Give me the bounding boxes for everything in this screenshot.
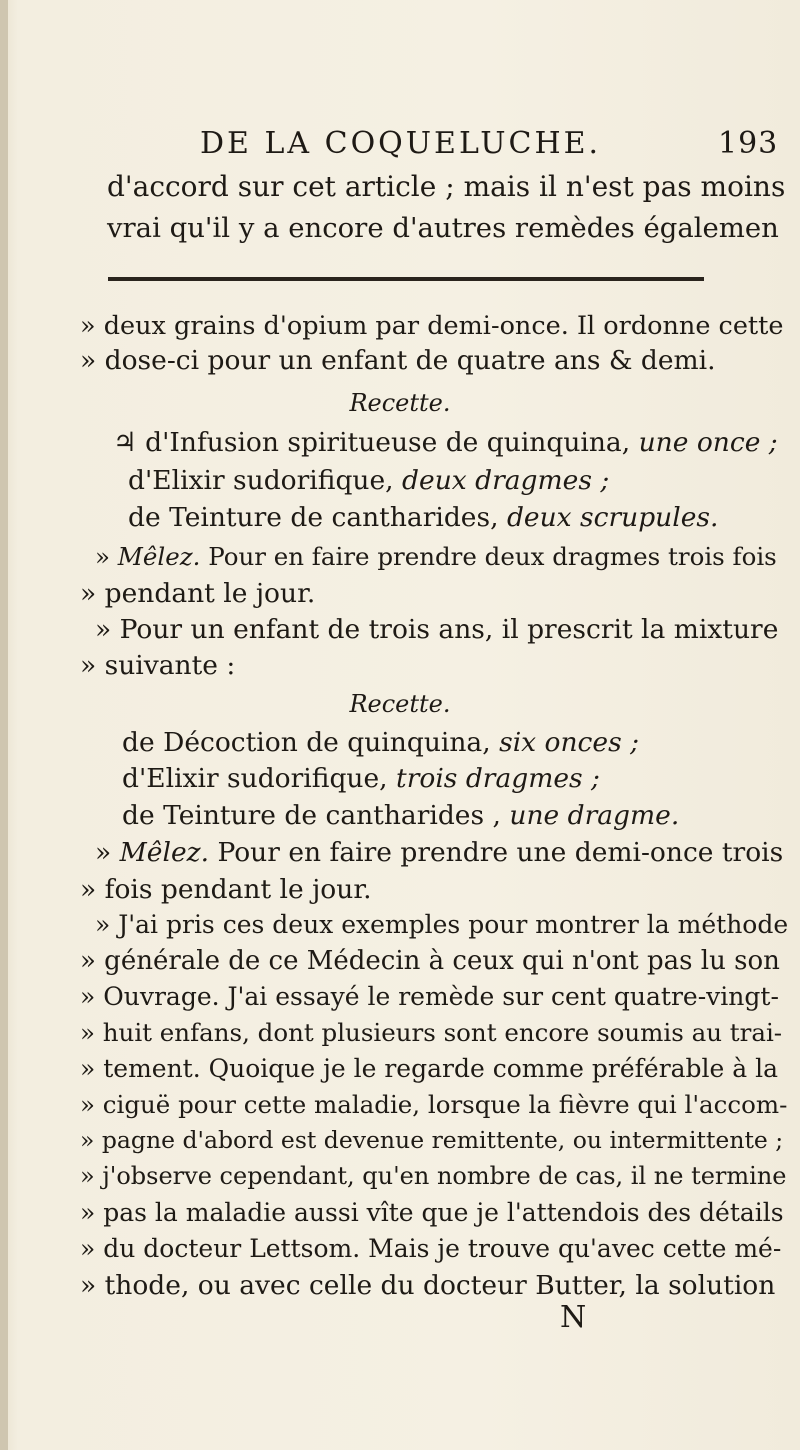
body-line-17: » pas la maladie aussi vîte que je l'attendois des détails xyxy=(80,1198,784,1227)
body-line-18: » du docteur Lettsom. Mais je trouve qu'avec cette mé- xyxy=(80,1234,782,1263)
recipe-2-line-2-text: d'Elixir sudorifique, xyxy=(122,763,388,794)
body-line-16: » j'observe cependant, qu'en nombre de cas, il ne termine xyxy=(80,1162,787,1190)
recipe-1-line-2-dose: deux dragmes ; xyxy=(402,465,610,496)
section-divider xyxy=(108,277,704,281)
body-line-2: » dose-ci pour un enfant de quatre ans & demi. xyxy=(80,345,716,376)
body-line-11: » Ouvrage. J'ai essayé le remède sur cent quatre-vingt- xyxy=(80,982,779,1011)
recipe-2-line-2 xyxy=(122,763,600,794)
body-line-7-text: Pour en faire prendre une demi-once trois xyxy=(217,837,784,868)
recipe-2-line-1-text: de Décoction de quinquina, xyxy=(122,727,491,758)
body-line-5: » Pour un enfant de trois ans, il prescrit la mixture xyxy=(95,614,779,645)
running-head xyxy=(200,126,779,161)
body-line-7 xyxy=(95,837,783,868)
page-number: 193 xyxy=(718,126,779,161)
recipe-2-line-3-text: de Teinture de cantharides , xyxy=(122,800,501,831)
recipe-1-line-3-dose: deux scrupules. xyxy=(506,502,719,533)
body-line-13: » tement. Quoique je le regarde comme préférable à la xyxy=(80,1054,779,1083)
continued-line-1: d'accord sur cet article ; mais il n'est pas moins xyxy=(107,170,786,203)
recipe-2-line-1 xyxy=(122,727,639,758)
melez-word: Mêlez. xyxy=(117,542,201,571)
quote-mark: » xyxy=(95,837,112,868)
signature-mark: N xyxy=(560,1300,587,1335)
melez-word: Mêlez. xyxy=(119,837,210,868)
running-title: DE LA COQUELUCHE. xyxy=(200,126,602,161)
binding-gutter xyxy=(0,0,8,1450)
body-line-8: » fois pendant le jour. xyxy=(80,874,372,905)
body-line-14: » ciguë pour cette maladie, lorsque la fièvre qui l'accom- xyxy=(80,1090,788,1119)
body-line-10: » générale de ce Médecin à ceux qui n'ont pas lu son xyxy=(80,946,780,976)
recipe-1-line-2-text: d'Elixir sudorifique, xyxy=(128,465,394,496)
body-line-4: » pendant le jour. xyxy=(80,578,316,609)
recipe-1-line-2 xyxy=(128,465,609,496)
recipe-2-line-2-dose: trois dragmes ; xyxy=(396,763,600,794)
recipe-heading-1: Recette. xyxy=(349,389,451,417)
recipe-2-line-3 xyxy=(122,800,679,831)
body-line-15: » pagne d'abord est devenue remittente, ou intermittente ; xyxy=(80,1126,784,1154)
quote-mark: » xyxy=(95,542,110,571)
recipe-1-line-3 xyxy=(128,502,718,533)
body-line-1: » deux grains d'opium par demi-once. Il ordonne cette xyxy=(80,311,784,341)
body-line-6: » suivante : xyxy=(80,650,236,681)
recipe-1-line-1-dose: une once ; xyxy=(638,427,778,458)
body-line-3-text: Pour en faire prendre deux dragmes trois fois xyxy=(208,542,777,571)
body-line-3 xyxy=(95,542,777,571)
recipe-2-line-1-dose: six onces ; xyxy=(499,727,640,758)
recipe-1-line-3-text: de Teinture de cantharides, xyxy=(128,502,499,533)
body-line-19: » thode, ou avec celle du docteur Butter, la solution xyxy=(80,1270,776,1301)
recipe-1-line-1-text: ♃ d'Infusion spiritueuse de quinquina, xyxy=(113,427,631,458)
continued-line-2: vrai qu'il y a encore d'autres remèdes égalemen xyxy=(107,212,779,244)
recipe-heading-2: Recette. xyxy=(349,690,451,718)
body-line-9: » J'ai pris ces deux exemples pour montrer la méthode xyxy=(95,910,789,939)
recipe-2-line-3-dose: une dragme. xyxy=(509,800,680,831)
recipe-1-line-1 xyxy=(113,427,778,458)
body-line-12: » huit enfans, dont plusieurs sont encore soumis au trai- xyxy=(80,1018,783,1047)
